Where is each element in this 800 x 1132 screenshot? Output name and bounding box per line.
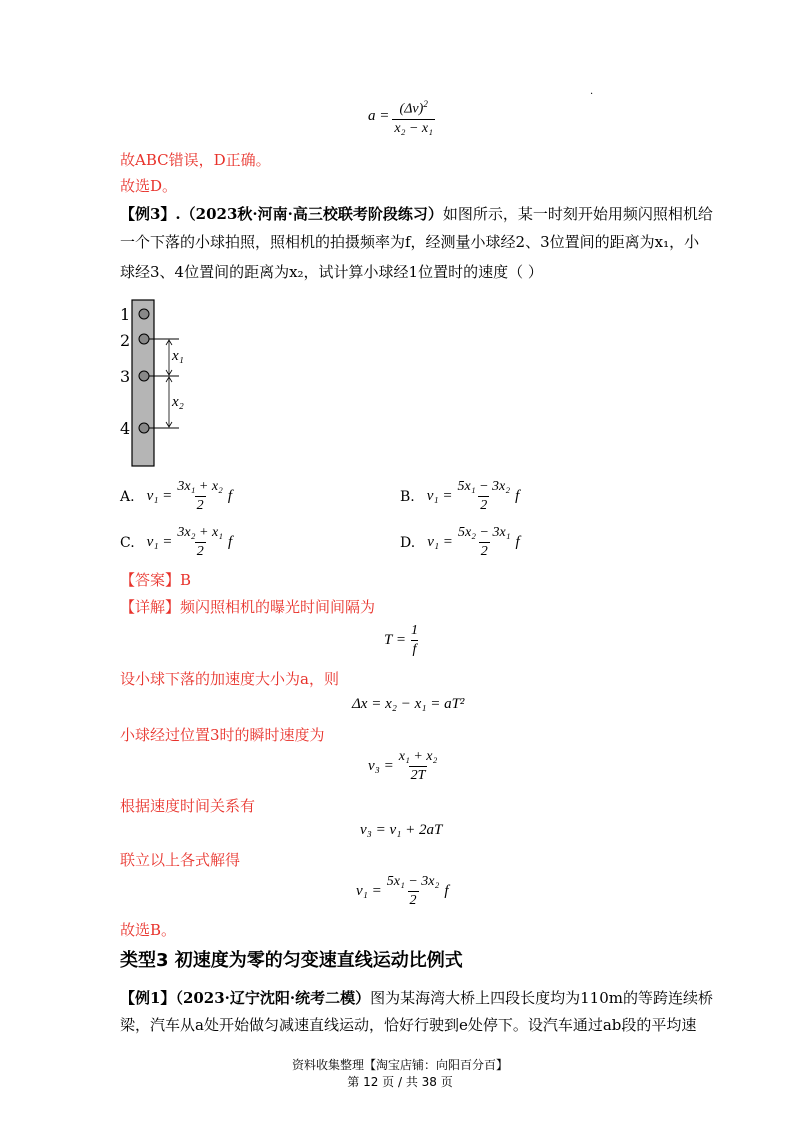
example3-line1 [120, 204, 713, 224]
answer-line: 【答案】B [120, 571, 192, 589]
option-b[interactable]: B. v₁ = $\frac{\text{5x₁ − 3x₂}}{2}$ f [400, 479, 520, 513]
formula-numerator: (Δv) [399, 101, 424, 117]
conclusion-line: 故ABC错误，D正确。 [120, 151, 271, 169]
example1-line2: 梁，汽车从a处开始做匀减速直线运动，恰好行驶到e处停下。设汽车通过ab段的平均速 [120, 1016, 697, 1034]
choice-line: 故选D。 [120, 177, 178, 195]
example1-text-a: 图为某海湾大桥上四段长度均为110m的等跨连续桥 [370, 989, 713, 1007]
formula-lhs: a = [368, 107, 390, 124]
footer-source: 资料收集整理【淘宝店铺：向阳百分百】 [291, 1058, 508, 1072]
example3-text-a: 如图所示，某一时刻开始用频闪照相机给 [442, 205, 713, 223]
label-2: 2 [120, 331, 131, 350]
option-a[interactable]: A. v₁ = $\frac{\text{3x₁ + x₂}}{2}$ f [120, 479, 233, 513]
equation-delta-x: Δx = x₂ − x₁ = aT² [352, 696, 465, 712]
equation-v3: v₃ = $\frac{\text{x₁ + x₂}}{2T}$ [368, 749, 438, 783]
detail-heading: 【详解】频闪照相机的曝光时间间隔为 [120, 598, 376, 616]
solve-line: 联立以上各式解得 [120, 851, 241, 869]
formula-denominator: x₂ − x₁ [394, 120, 433, 136]
equation-relation: v₃ = v₁ + 2aT [360, 822, 443, 838]
label-x2: x₂ [172, 394, 184, 410]
example1-tag: 【例1】 [120, 989, 176, 1007]
ball-3 [139, 371, 149, 381]
v3-line: 小球经过位置3时的瞬时速度为 [120, 726, 325, 744]
example3-tag: 【例3】. [120, 205, 181, 223]
label-x1: x₁ [172, 348, 184, 364]
final-choice: 故选B。 [120, 921, 177, 939]
label-4: 4 [120, 419, 131, 438]
relation-line: 根据速度时间关系有 [120, 797, 256, 815]
acceleration-line: 设小球下落的加速度大小为a，则 [120, 670, 339, 688]
example1-source: （2023·辽宁沈阳·统考二模） [175, 989, 371, 1007]
ball-1 [139, 309, 149, 319]
option-c[interactable]: C. v₁ = $\frac{\text{3x₂ + x₁}}{2}$ f [120, 525, 233, 559]
example3-line2: 一个下落的小球拍照，照相机的拍摄频率为f，经测量小球经2、3位置间的距离为x₁，小 [120, 233, 700, 251]
ball-4 [139, 423, 149, 433]
example3-line3: 球经3、4位置间的距离为x₂，试计算小球经1位置时的速度（ ） [120, 263, 543, 281]
example1-line1 [120, 988, 713, 1008]
example3-source: （2023秋·河南·高三校联考阶段练习） [180, 205, 443, 223]
label-1: 1 [120, 305, 131, 324]
photo-strip [132, 300, 154, 466]
equation-v1: v₁ = $\frac{\text{5x₁ − 3x₂}}{2}$ f [356, 874, 449, 908]
ball-2 [139, 334, 149, 344]
equation-period: T = $\frac{1}{f}$ [384, 623, 418, 657]
section-heading: 类型3 初速度为零的匀变速直线运动比例式 [120, 950, 463, 971]
formula-exponent: 2 [423, 99, 428, 109]
formula-fraction [392, 95, 435, 138]
stray-mark: . [590, 86, 594, 97]
label-3: 3 [120, 367, 131, 386]
footer-page-number: 第 12 页 / 共 38 页 [347, 1075, 453, 1089]
option-d[interactable]: D. v₁ = $\frac{\text{5x₂ − 3x₁}}{2}$ f [400, 525, 520, 559]
formula-acceleration [368, 95, 438, 138]
